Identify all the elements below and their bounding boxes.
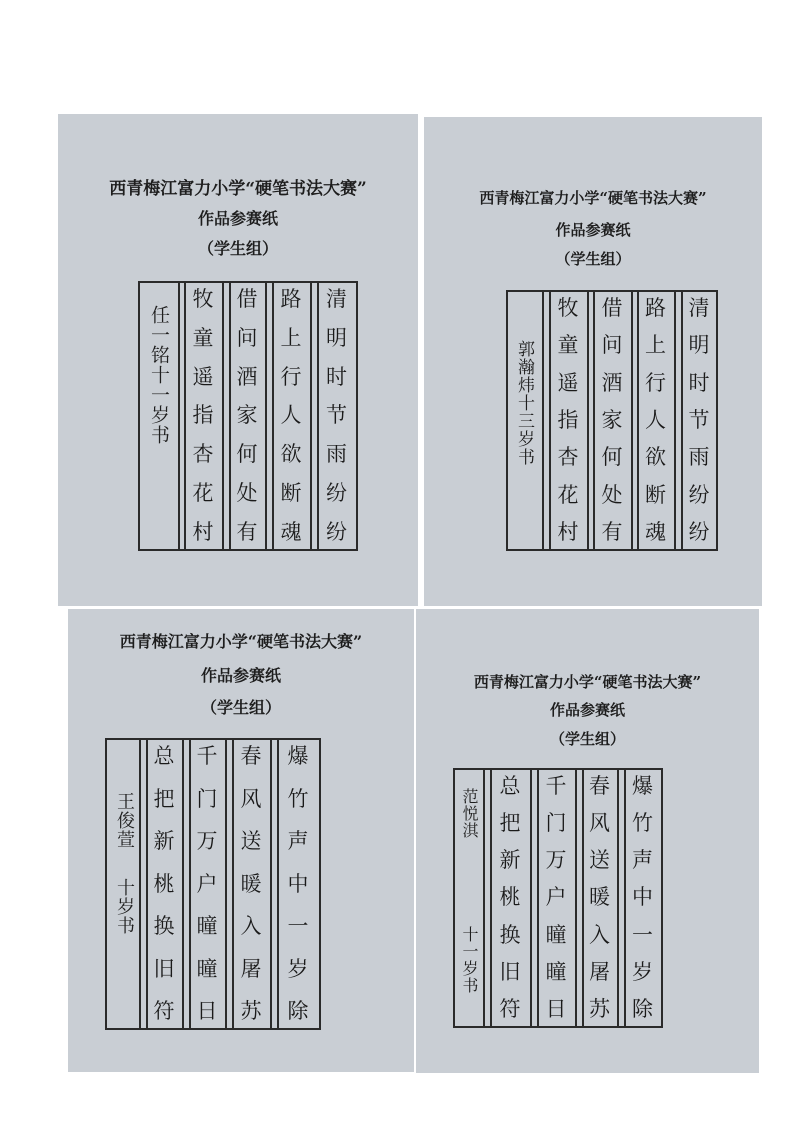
poem-char: 竹 (287, 786, 309, 811)
poem-char: 门 (196, 786, 218, 811)
poem-char: 风 (589, 811, 610, 836)
poem-char: 暖 (589, 885, 610, 910)
poem-column-4 (490, 776, 530, 1020)
poem-char: 声 (632, 848, 653, 873)
poem-char: 岁 (287, 956, 309, 981)
poem-char: 行 (645, 370, 666, 395)
poem-char: 风 (240, 786, 262, 811)
poem-char: 时 (326, 364, 347, 389)
contest-title: 西青梅江富力小学“硬笔书法大赛” (109, 179, 367, 199)
poem-char: 遥 (557, 370, 579, 395)
poem-char: 总 (499, 774, 521, 798)
poem-char: 除 (632, 996, 653, 1021)
poem-char: 问 (601, 333, 623, 358)
writing-grid (453, 768, 663, 1028)
poem-char: 新 (153, 829, 175, 853)
poem-char: 符 (499, 996, 521, 1021)
poem-char: 旧 (499, 959, 521, 984)
poem-char: 牧 (557, 296, 579, 320)
writing-grid (105, 738, 321, 1030)
poem-char: 人 (645, 407, 666, 432)
poem-char: 纷 (688, 482, 710, 507)
poem-char: 村 (557, 519, 579, 544)
poem-char: 换 (153, 914, 175, 938)
poem-char: 家 (601, 407, 623, 432)
poem-char: 桃 (153, 871, 175, 896)
poem-char: 处 (236, 481, 258, 506)
poem-char: 入 (589, 922, 610, 947)
poem-column-1 (317, 289, 356, 543)
signature-age: 十一岁书 (460, 926, 479, 994)
poem-char: 杏 (557, 445, 579, 470)
poem-char: 花 (557, 482, 579, 507)
poem-char: 行 (280, 364, 302, 389)
poem-char: 借 (236, 287, 258, 311)
poem-char: 时 (688, 370, 710, 395)
poem-char: 雨 (688, 445, 710, 470)
poem-char: 问 (236, 325, 258, 350)
poem-char: 旧 (153, 956, 175, 981)
poem-char: 遥 (192, 364, 214, 389)
poem-char: 断 (280, 481, 302, 506)
poem-column-4 (184, 289, 222, 543)
poem-char: 家 (236, 403, 258, 428)
poem-char: 节 (688, 407, 710, 432)
poem-char: 爆 (287, 744, 309, 768)
poem-column-3 (229, 289, 265, 543)
poem-column-3 (537, 776, 575, 1020)
poem-char: 春 (589, 774, 610, 798)
poem-char: 新 (499, 848, 521, 873)
poem-char: 竹 (632, 811, 653, 836)
poem-char: 门 (545, 811, 567, 836)
contest-title: 西青梅江富力小学“硬笔书法大赛” (119, 632, 363, 651)
poem-char: 万 (545, 848, 567, 873)
poem-char: 日 (196, 999, 218, 1023)
entry-sheet-4 (416, 609, 759, 1073)
poem-char: 魂 (280, 519, 302, 544)
poem-char: 换 (499, 922, 521, 947)
poem-char: 明 (326, 325, 347, 350)
poem-char: 借 (601, 296, 623, 320)
poem-char: 送 (589, 848, 610, 873)
poem-char: 童 (557, 333, 579, 358)
poem-char: 爆 (632, 774, 653, 798)
poem-column-4 (146, 746, 182, 1022)
poem-char: 上 (280, 325, 302, 350)
poem-char: 酒 (236, 364, 258, 389)
poem-char: 曈 (545, 959, 567, 984)
poem-column-1 (681, 298, 717, 543)
signature-age: 十岁书 (114, 878, 135, 935)
poem-char: 纷 (326, 519, 347, 544)
signature-name: 范悦淇 (460, 788, 479, 839)
poem-column-3 (593, 298, 631, 543)
poem-char: 除 (287, 999, 309, 1023)
poem-char: 雨 (326, 442, 347, 467)
poem-char: 魂 (645, 519, 666, 544)
poem-char: 曈 (196, 956, 218, 981)
poem-char: 指 (557, 407, 579, 432)
group-label: （学生组） (197, 239, 278, 258)
poem-char: 何 (236, 442, 258, 467)
writing-grid (506, 290, 718, 551)
poem-char: 声 (287, 829, 309, 853)
poem-char: 苏 (240, 999, 262, 1023)
poem-char: 处 (601, 482, 623, 507)
poem-char: 屠 (589, 959, 610, 984)
poem-char: 总 (153, 744, 175, 768)
poem-char: 纷 (688, 519, 710, 544)
poem-char: 送 (240, 829, 262, 853)
poem-char: 牧 (192, 287, 214, 311)
poem-char: 把 (153, 786, 175, 811)
poem-char: 人 (280, 403, 302, 428)
poem-char: 清 (688, 296, 710, 320)
poem-char: 户 (545, 885, 567, 910)
poem-char: 酒 (601, 370, 623, 395)
poem-char: 路 (280, 287, 302, 311)
group-label: （学生组） (555, 250, 631, 268)
form-title: 作品参赛纸 (549, 701, 625, 719)
poem-column-2 (582, 776, 617, 1020)
poem-column-2 (272, 289, 310, 543)
poem-char: 暖 (240, 871, 262, 896)
poem-char: 千 (545, 774, 567, 798)
poem-char: 指 (192, 403, 214, 428)
poem-char: 曈 (545, 922, 567, 947)
poem-char: 纷 (326, 481, 347, 506)
poem-column-3 (189, 746, 225, 1022)
poem-char: 清 (326, 287, 347, 311)
poem-column-2 (637, 298, 674, 543)
poem-char: 苏 (589, 996, 610, 1021)
poem-char: 日 (545, 996, 567, 1021)
group-label: （学生组） (200, 698, 281, 717)
poem-char: 路 (645, 296, 666, 320)
form-title: 作品参赛纸 (200, 666, 281, 685)
poem-char: 一 (287, 914, 309, 938)
poem-char: 欲 (280, 442, 302, 467)
entry-sheet-3 (68, 609, 414, 1072)
poem-column-4 (549, 298, 587, 543)
poem-char: 花 (192, 481, 214, 506)
poem-char: 童 (192, 325, 214, 350)
poem-char: 岁 (632, 959, 653, 984)
poem-char: 曈 (196, 914, 218, 938)
poem-column-1 (624, 776, 661, 1020)
entry-sheet-1 (58, 114, 418, 606)
poem-char: 断 (645, 482, 666, 507)
poem-char: 千 (196, 744, 218, 768)
contest-title: 西青梅江富力小学“硬笔书法大赛” (479, 189, 707, 207)
poem-char: 屠 (240, 956, 262, 981)
poem-char: 欲 (645, 445, 666, 470)
poem-char: 节 (326, 403, 347, 428)
signature: 郭瀚炜十三岁书 (514, 340, 534, 466)
poem-char: 把 (499, 811, 521, 836)
poem-char: 上 (645, 333, 666, 358)
entry-sheet-2 (424, 117, 762, 606)
poem-char: 中 (287, 871, 309, 896)
poem-char: 符 (153, 999, 175, 1023)
writing-grid (138, 281, 358, 551)
poem-char: 万 (196, 829, 218, 853)
poem-char: 村 (192, 519, 214, 544)
poem-char: 有 (601, 519, 623, 544)
form-title: 作品参赛纸 (555, 221, 631, 239)
group-label: （学生组） (549, 730, 625, 748)
poem-column-2 (232, 746, 270, 1022)
poem-char: 桃 (499, 885, 521, 910)
poem-char: 有 (236, 519, 258, 544)
poem-char: 入 (240, 914, 262, 938)
signature-name: 王俊萱 (114, 792, 135, 849)
signature: 任一铭十一岁书 (148, 305, 170, 445)
poem-char: 杏 (192, 442, 214, 467)
form-title: 作品参赛纸 (197, 209, 278, 228)
poem-char: 户 (196, 871, 218, 896)
poem-char: 明 (688, 333, 710, 358)
poem-char: 春 (240, 744, 262, 768)
poem-char: 何 (601, 445, 623, 470)
contest-title: 西青梅江富力小学“硬笔书法大赛” (473, 673, 702, 691)
poem-char: 中 (632, 885, 653, 910)
poem-char: 一 (632, 922, 653, 947)
poem-column-1 (277, 746, 319, 1022)
